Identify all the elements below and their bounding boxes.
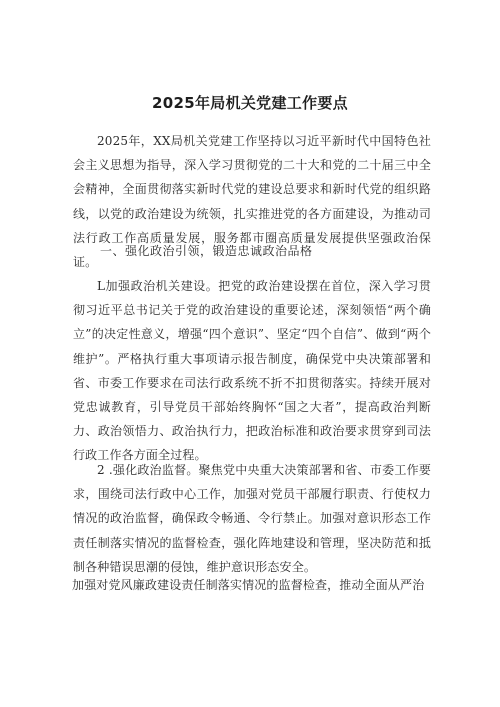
item-3-partial-paragraph: 加强对党风廉政建设责任制落实情况的监督检查，推动全面从严治 [72,578,425,592]
item-1-paragraph: L加强政治机关建设。把党的政治建设摆在首位，深入学习贯彻习近平总书记关于党的政治建设的重要论述，深刻领悟“两个确立”的决定性意义，增强“四个意识”、坚定“四个自信”、做到“两个维护”。严格执行重大事项请示报告制度，确保党中央决策部署和省、市委工作要求在司法行政系统不折不扣贯彻落实。持续开展对党忠诚教育，引导党员干部始终胸怀“国之大者”，提高政治判断力、政治领悟力、政治执行力，把政治标准和政治要求贯穿到司法行政工作各方面全过程。 [73,279,431,463]
section-heading-1: 一、强化政治引领，锻造忠诚政治品格 [100,244,313,258]
document-title: 2025年局机关党建工作要点 [152,94,348,112]
item-2-paragraph: 2 .强化政治监督。聚焦党中央重大决策部署和省、市委工作要求，围绕司法行政中心工作，加强对党员干部履行职责、行使权力情况的政治监督，确保政令畅通、令行禁止。加强对意识形态工作责任制落实情况的监督检查，强化阵地建设和管理，坚决防范和抵制各种错误思潮的侵蚀，维护意识形态安全。 [73,463,431,574]
intro-paragraph: 2025年，XX局机关党建工作坚持以习近平新时代中国特色社会主义思想为指导，深入学习贯彻党的二十大和党的二十届三中全会精神，全面贯彻落实新时代党的建设总要求和新时代党的组织路线，以党的政治建设为统领，扎实推进党的各方面建设，为推动司法行政工作高质量发展，服务都市圈高质量发展提供坚强政治保证。 [73,134,431,270]
